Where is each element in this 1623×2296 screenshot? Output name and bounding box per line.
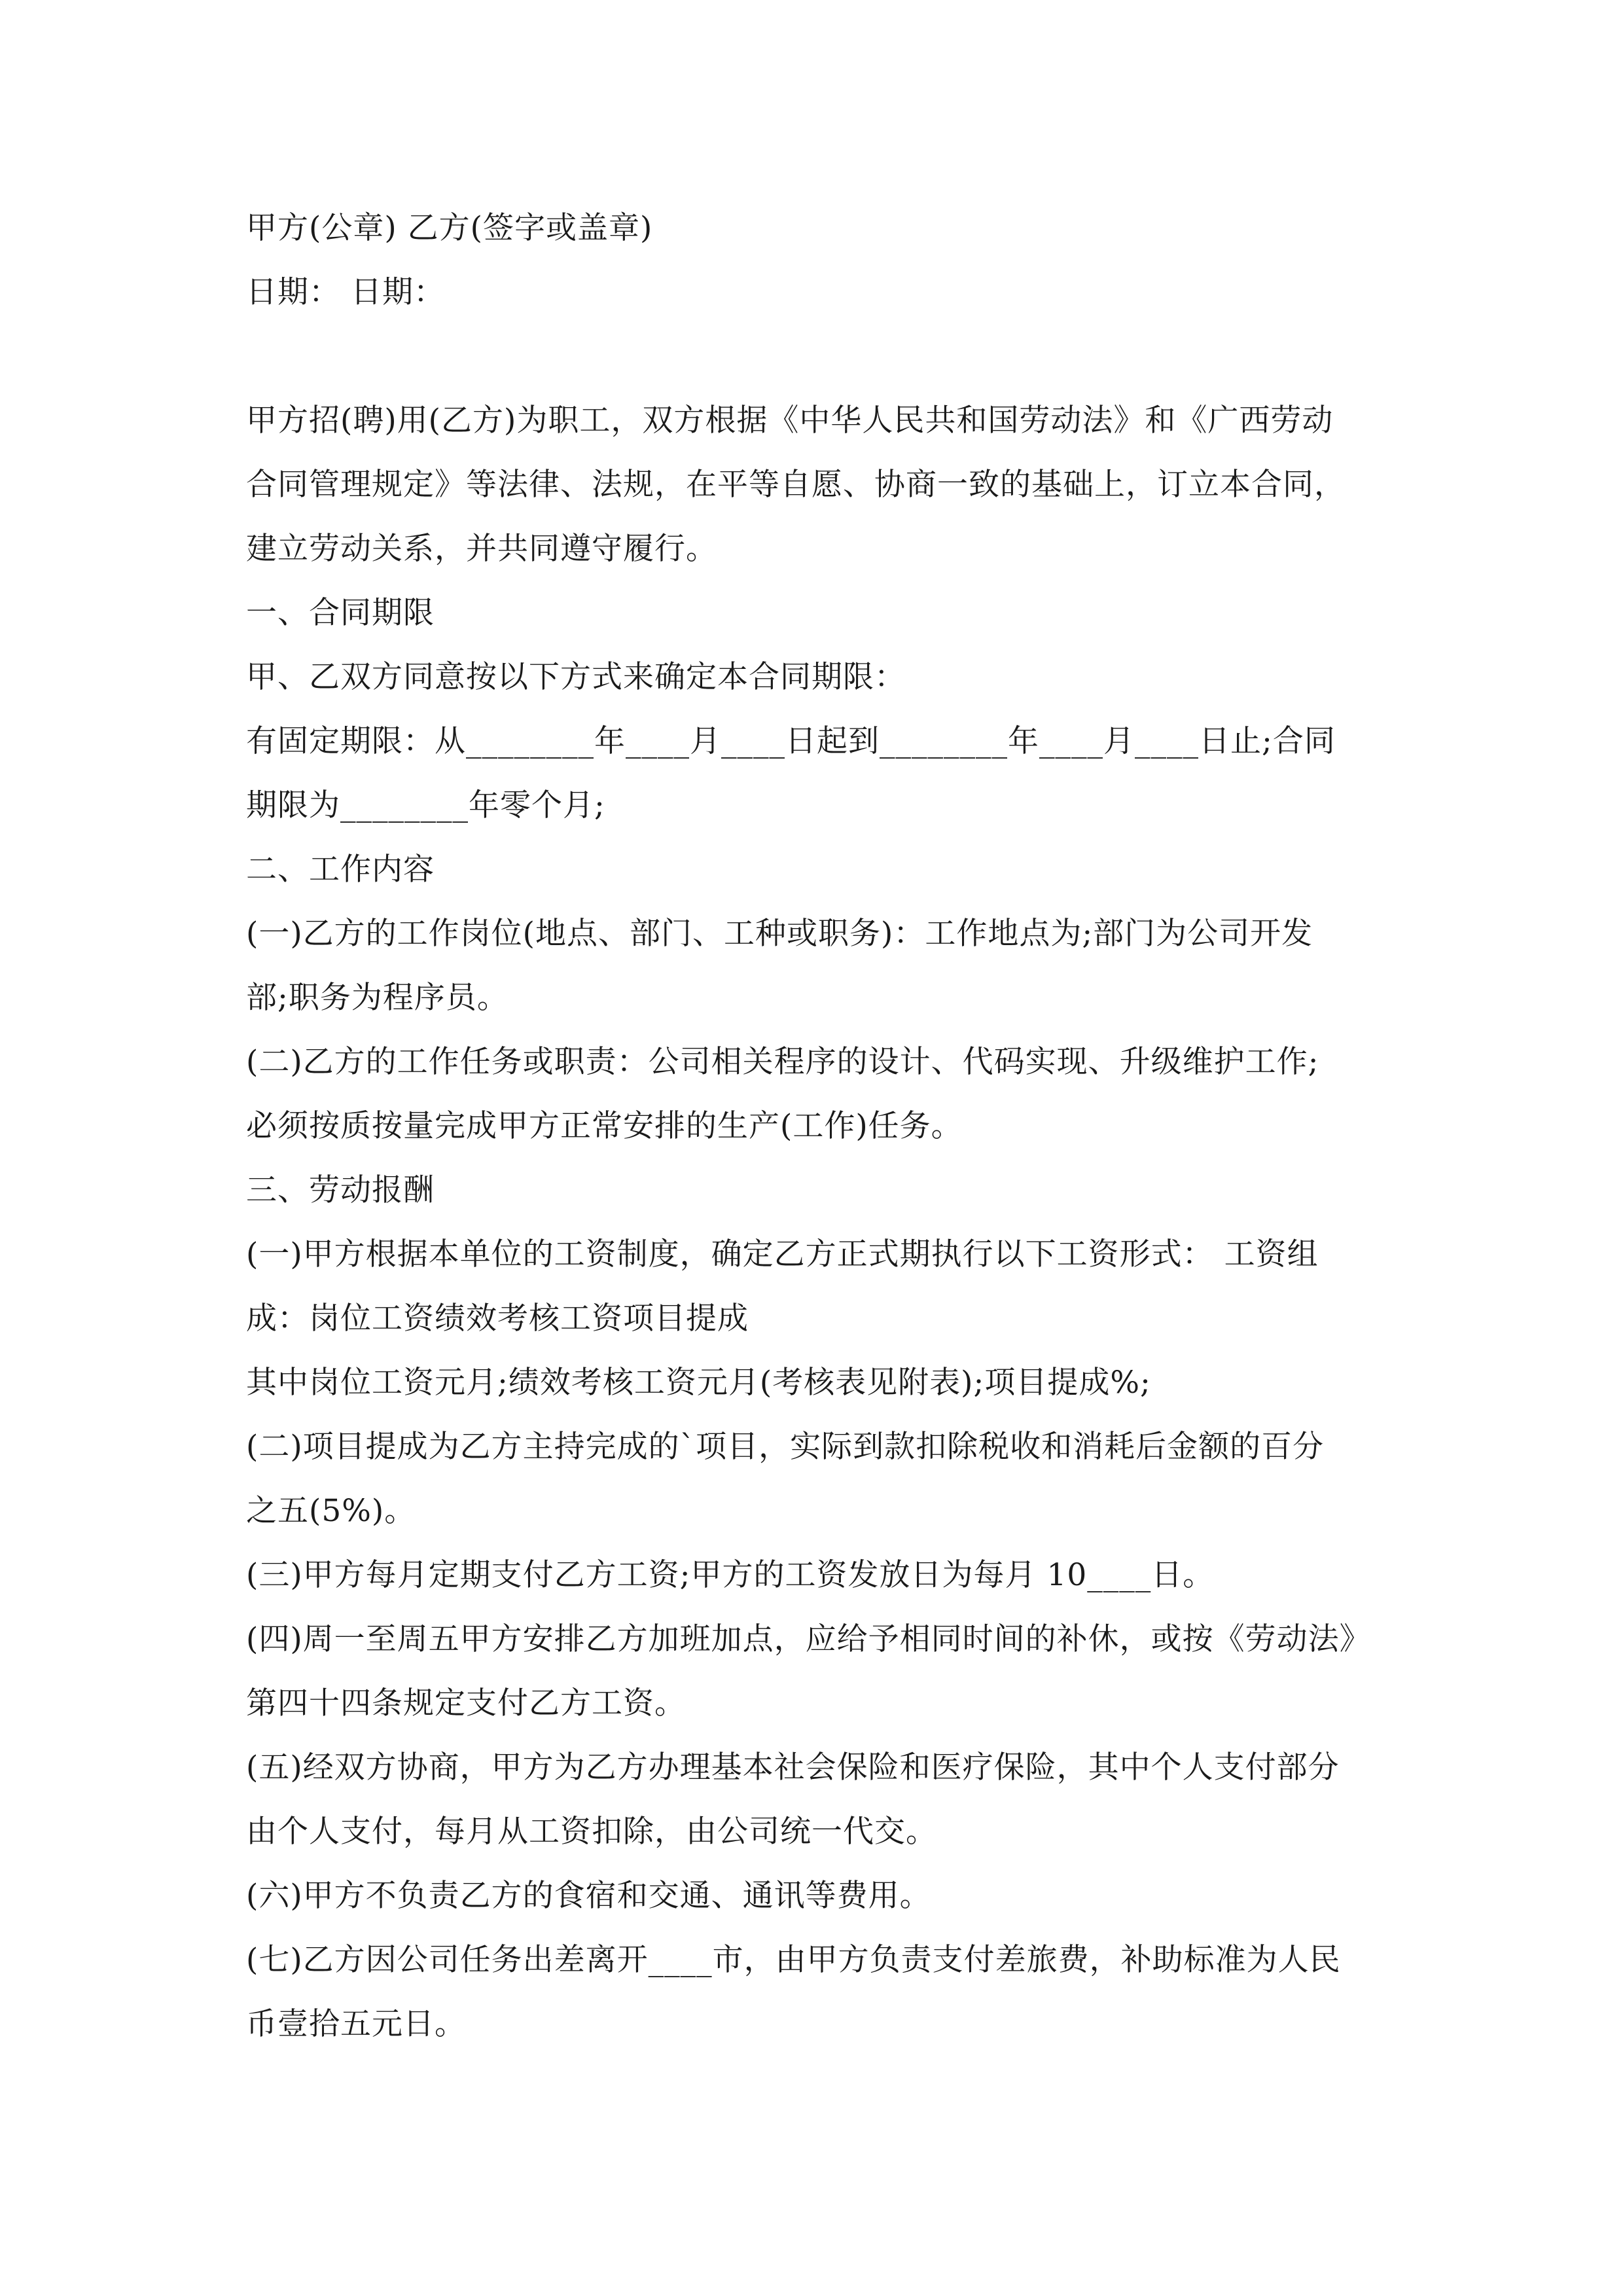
- paragraph-line: 必须按质按量完成甲方正常安排的生产(工作)任务。: [246, 1108, 963, 1144]
- paragraph-line: 币壹拾五元日。: [246, 2006, 466, 2042]
- paragraph-line: 部;职务为程序员。: [246, 980, 508, 1016]
- paragraph-line: (一)乙方的工作岗位(地点、部门、工种或职务)：工作地点为;部门为公司开发: [246, 916, 1313, 952]
- paragraph-line: 第四十四条规定支付乙方工资。: [246, 1685, 686, 1721]
- paragraph-line: (四)周一至周五甲方安排乙方加班加点，应给予相同时间的补休，或按《劳动法》: [246, 1621, 1371, 1657]
- paragraph-line: (七)乙方因公司任务出差离开____市，由甲方负责支付差旅费，补助标准为人民: [246, 1942, 1341, 1978]
- section-heading-pay: 三、劳动报酬: [246, 1172, 435, 1208]
- paragraph-line: 有固定期限：从________年____月____日起到________年____月____日止;合同: [246, 723, 1336, 759]
- intro-line: 甲方招(聘)用(乙方)为职工，双方根据《中华人民共和国劳动法》和《广西劳动: [246, 403, 1334, 439]
- paragraph-line: 之五(5%)。: [246, 1493, 416, 1529]
- paragraph-line: (五)经双方协商，甲方为乙方办理基本社会保险和医疗保险，其中个人支付部分: [246, 1749, 1340, 1785]
- paragraph-line: (三)甲方每月定期支付乙方工资;甲方的工资发放日为每月 10____日。: [246, 1557, 1215, 1593]
- paragraph-line: (二)项目提成为乙方主持完成的`项目，实际到款扣除税收和消耗后金额的百分: [246, 1429, 1325, 1465]
- paragraph-line: 甲、乙双方同意按以下方式来确定本合同期限：: [246, 659, 906, 695]
- intro-line: 建立劳动关系，并共同遵守履行。: [246, 531, 717, 567]
- paragraph-line: 成：岗位工资绩效考核工资项目提成: [246, 1300, 749, 1336]
- blank-spacer: [246, 325, 1385, 389]
- paragraph-line: 其中岗位工资元月;绩效考核工资元月(考核表见附表);项目提成%;: [246, 1365, 1151, 1401]
- section-heading-term: 一、合同期限: [246, 595, 435, 631]
- paragraph-line: (一)甲方根据本单位的工资制度，确定乙方正式期执行以下工资形式： 工资组: [246, 1236, 1319, 1272]
- paragraph-line: 由个人支付，每月从工资扣除，由公司统一代交。: [246, 1814, 937, 1850]
- document-body: [246, 196, 1385, 2056]
- signature-parties: 甲方(公章) 乙方(签字或盖章): [246, 210, 653, 246]
- signature-dates: 日期： 日期：: [246, 274, 445, 310]
- paragraph-line: 期限为________年零个月;: [246, 787, 605, 823]
- paragraph-line: (二)乙方的工作任务或职责：公司相关程序的设计、代码实现、升级维护工作;: [246, 1044, 1319, 1080]
- intro-line: 合同管理规定》等法律、法规，在平等自愿、协商一致的基础上，订立本合同，: [246, 467, 1346, 503]
- paragraph-line: (六)甲方不负责乙方的食宿和交通、通讯等费用。: [246, 1878, 931, 1914]
- section-heading-work: 二、工作内容: [246, 852, 435, 888]
